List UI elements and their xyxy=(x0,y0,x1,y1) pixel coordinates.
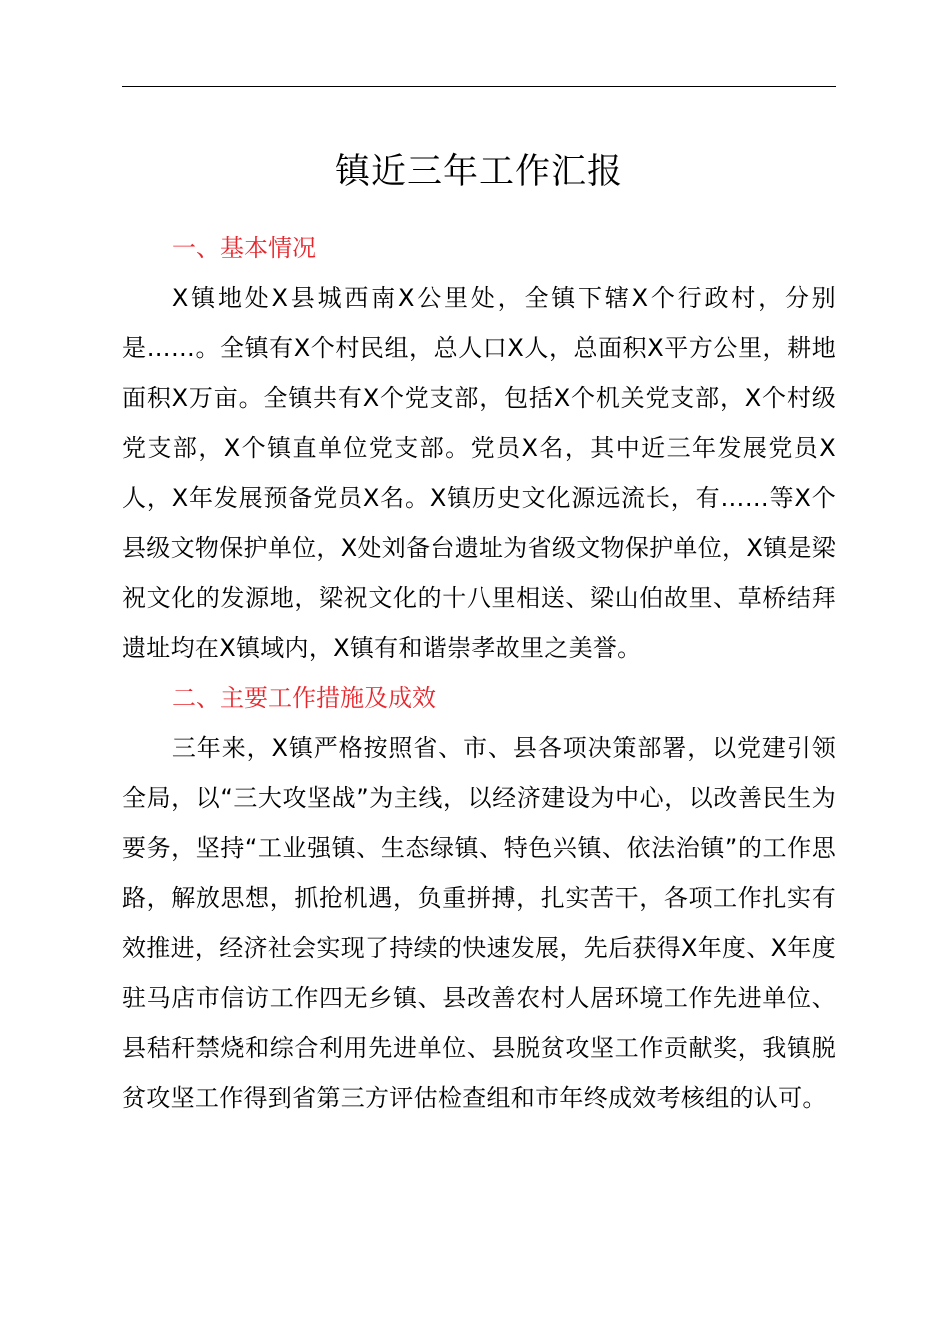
paragraph-main-work: 三年来，X镇严格按照省、市、县各项决策部署，以党建引领全局，以“三大攻坚战”为主线，以经济建设为中心，以改善民生为要务，坚持“工业强镇、生态绿镇、特色兴镇、依法治镇”的工作思路，解放思想，抓抢机遇，负重拼搏，扎实苦干，各项工作扎实有效推进，经济社会实现了持续的快速发展，先后获得X年度、X年度驻马店市信访工作四无乡镇、县改善农村人居环境工作先进单位、县秸秆禁烧和综合利用先进单位、县脱贫攻坚工作贡献奖，我镇脱贫攻坚工作得到省第三方评估检查组和市年终成效考核组的认可。 xyxy=(122,734,836,1112)
section-heading-main-work: 二、主要工作措施及成效 xyxy=(172,684,436,712)
section-heading-basic-info: 一、基本情况 xyxy=(172,234,316,262)
document-title: 镇近三年工作汇报 xyxy=(334,152,623,192)
header-rule xyxy=(122,86,836,87)
document-body xyxy=(122,223,836,1123)
paragraph-basic-info: X镇地处X县城西南X公里处，全镇下辖X个行政村，分别是……。全镇有X个村民组，总人口X人，总面积X平方公里，耕地面积X万亩。全镇共有X个党支部，包括X个机关党支部，X个村级党支部，X个镇直单位党支部。党员X名，其中近三年发展党员X人，X年发展预备党员X名。X镇历史文化源远流长，有……等X个县级文物保护单位，X处刘备台遗址为省级文物保护单位，X镇是梁祝文化的发源地，梁祝文化的十八里相送、梁山伯故里、草桥结拜遗址均在X镇域内，X镇有和谐崇孝故里之美誉。 xyxy=(122,284,836,662)
